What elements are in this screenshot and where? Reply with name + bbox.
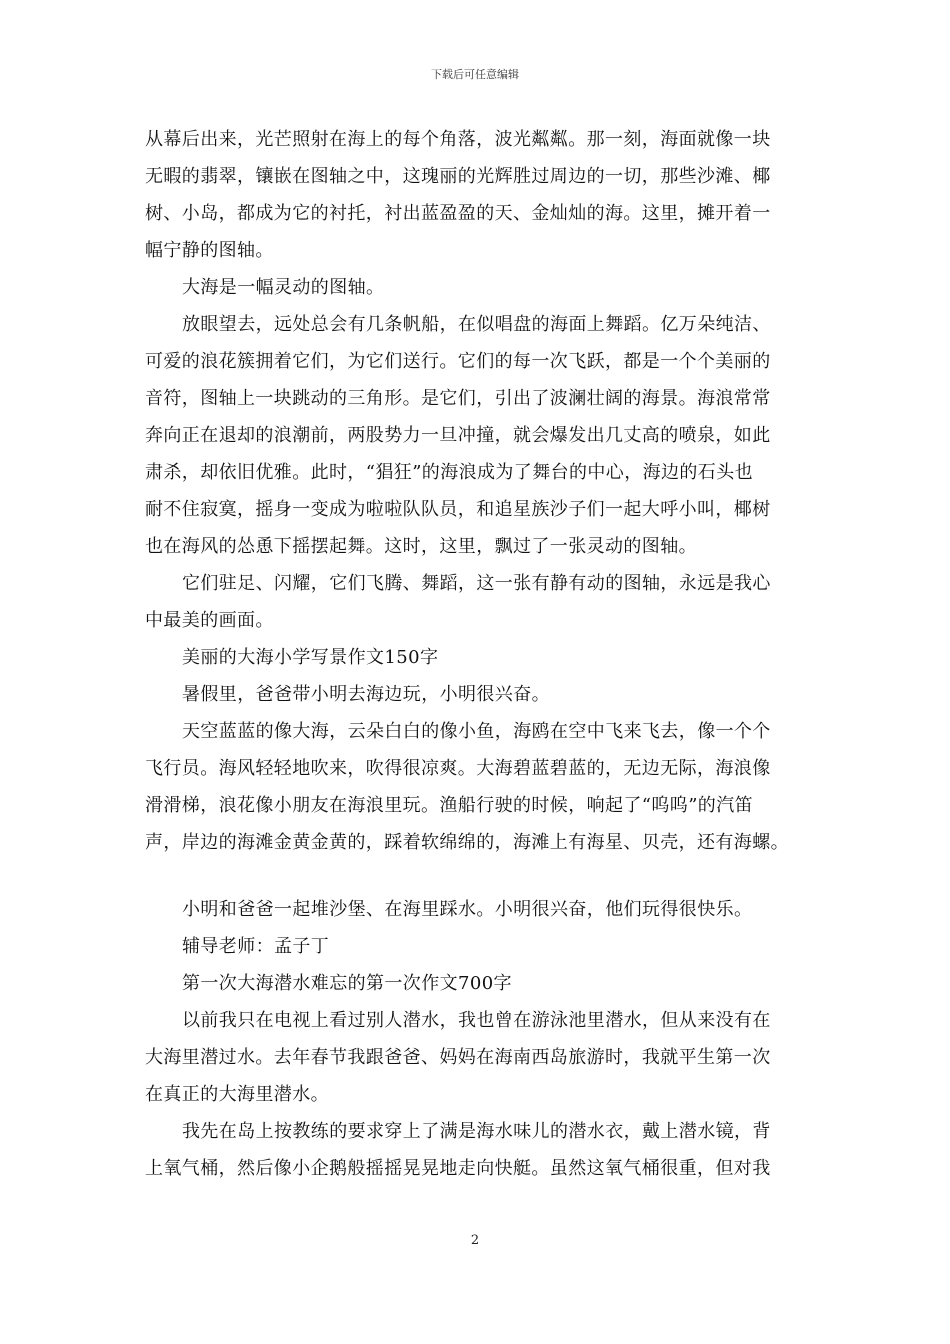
paragraph-start-line: 大海是一幅灵动的图轴。 — [182, 277, 385, 298]
text-line: 幅宁静的图轴。 — [145, 240, 274, 261]
text-line: 大海里潜过水。去年春节我跟爸爸、妈妈在海南西岛旅游时，我就平生第一次 — [145, 1047, 771, 1068]
text-line: 中最美的画面。 — [145, 610, 274, 631]
text-line: 滑滑梯，浪花像小朋友在海浪里玩。渔船行驶的时候，响起了“呜呜”的汽笛 — [145, 795, 754, 816]
paragraph-start-line: 暑假里，爸爸带小明去海边玩，小明很兴奋。 — [182, 684, 550, 705]
paragraph-start-line: 小明和爸爸一起堆沙堡、在海里踩水。小明很兴奋，他们玩得很快乐。 — [182, 899, 753, 920]
paragraph-start-line: 我先在岛上按教练的要求穿上了满是海水味儿的潜水衣，戴上潜水镜，背 — [182, 1121, 771, 1142]
paragraph-start-line: 美丽的大海小学写景作文150字 — [182, 647, 439, 668]
text-line: 无暇的翡翠，镶嵌在图轴之中，这瑰丽的光辉胜过周边的一切，那些沙滩、椰 — [145, 166, 771, 187]
paragraph-start-line: 辅导老师：孟子丁 — [182, 936, 330, 957]
paragraph-start-line: 放眼望去，远处总会有几条帆船，在似唱盘的海面上舞蹈。亿万朵纯洁、 — [182, 314, 771, 335]
paragraph-start-line: 以前我只在电视上看过别人潜水，我也曾在游泳池里潜水，但从来没有在 — [182, 1010, 771, 1031]
text-line: 也在海风的怂恿下摇摆起舞。这时，这里，飘过了一张灵动的图轴。 — [145, 536, 697, 557]
text-line: 耐不住寂寞，摇身一变成为啦啦队队员，和追星族沙子们一起大呼小叫，椰树 — [145, 499, 771, 520]
text-line: 声，岸边的海滩金黄金黄的，踩着软绵绵的，海滩上有海星、贝壳，还有海螺。 — [145, 832, 789, 853]
text-line: 可爱的浪花簇拥着它们，为它们送行。它们的每一次飞跃，都是一个个美丽的 — [145, 351, 771, 372]
text-line: 在真正的大海里潜水。 — [145, 1084, 329, 1105]
text-line: 上氧气桶，然后像小企鹅般摇摇晃晃地走向快艇。虽然这氧气桶很重，但对我 — [145, 1158, 771, 1179]
document-body — [145, 121, 815, 1187]
text-line: 音符，图轴上一块跳动的三角形。是它们，引出了波澜壮阔的海景。海浪常常 — [145, 388, 771, 409]
page-header: 下载后可任意编辑 — [431, 68, 519, 81]
paragraph-start-line: 天空蓝蓝的像大海，云朵白白的像小鱼，海鸥在空中飞来飞去，像一个个 — [182, 721, 771, 742]
text-line: 肃杀，却依旧优雅。此时，“猖狂”的海浪成为了舞台的中心，海边的石头也 — [145, 462, 754, 483]
text-line: 树、小岛，都成为它的衬托，衬出蓝盈盈的天、金灿灿的海。这里，摊开着一 — [145, 203, 771, 224]
paragraph-start-line: 第一次大海潜水难忘的第一次作文700字 — [182, 973, 512, 994]
paragraph-start-line: 它们驻足、闪耀，它们飞腾、舞蹈，这一张有静有动的图轴，永远是我心 — [182, 573, 771, 594]
text-line: 奔向正在退却的浪潮前，两股势力一旦冲撞，就会爆发出几丈高的喷泉，如此 — [145, 425, 771, 446]
text-line: 从幕后出来，光芒照射在海上的每个角落，波光粼粼。那一刻，海面就像一块 — [145, 129, 771, 150]
text-line: 飞行员。海风轻轻地吹来，吹得很凉爽。大海碧蓝碧蓝的，无边无际，海浪像 — [145, 758, 771, 779]
page-number: 2 — [470, 1233, 480, 1248]
